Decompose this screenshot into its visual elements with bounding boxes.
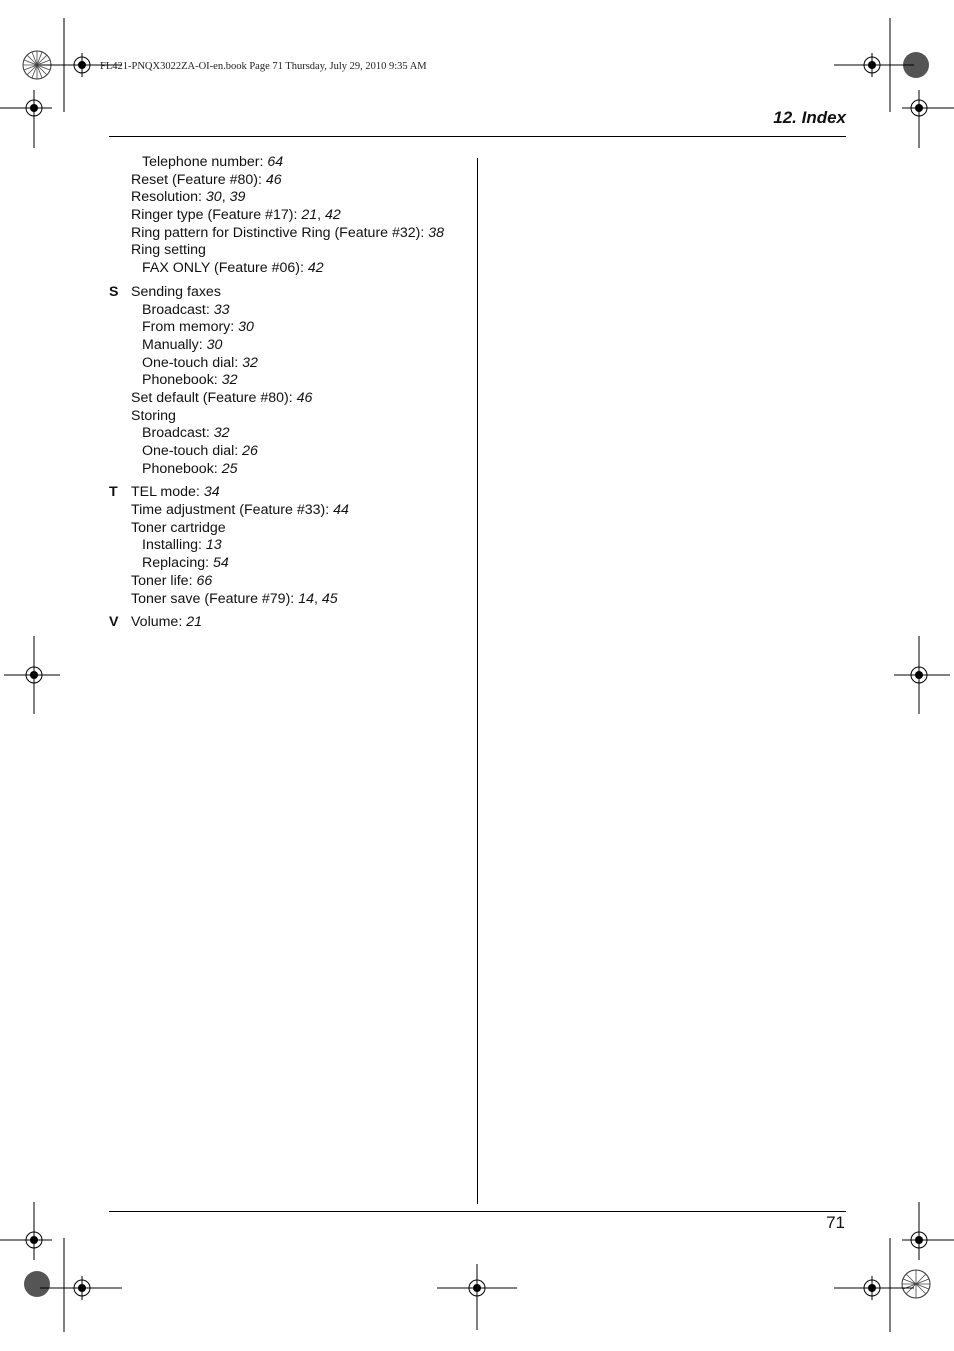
index-entry	[109, 355, 469, 373]
index-entry-label: Phonebook:	[142, 460, 222, 477]
index-entry-text	[131, 484, 220, 502]
page-ref: 42	[325, 207, 341, 224]
index-entry-label: Manually:	[142, 336, 207, 353]
page-number: 71	[826, 1213, 845, 1232]
index-entry	[109, 555, 469, 573]
index-entry-label: Toner life:	[131, 572, 197, 589]
page-ref: 30	[205, 189, 222, 206]
index-page-refs	[242, 443, 258, 459]
column-divider	[477, 158, 478, 1204]
index-letter	[109, 443, 131, 461]
index-entry	[109, 520, 469, 538]
page-ref: 64	[267, 154, 284, 170]
page-ref: 30	[206, 336, 223, 353]
index-entry-text	[131, 172, 282, 190]
index-entry-text	[131, 591, 338, 609]
index-entry-label: Ring pattern for Distinctive Ring (Feature #32):	[131, 224, 429, 241]
index-entry	[109, 260, 469, 278]
index-entry-text	[131, 154, 283, 172]
page-ref: 13	[205, 537, 222, 554]
index-entry-text	[131, 555, 229, 573]
index-entry-label: From memory:	[142, 319, 239, 336]
index-entry	[109, 614, 469, 632]
page-ref: 46	[296, 389, 313, 406]
index-letter	[109, 260, 131, 278]
index-letter	[109, 520, 131, 538]
index-group	[109, 484, 469, 608]
index-entry-label: Toner cartridge	[131, 519, 226, 536]
page-ref: 45	[321, 590, 338, 607]
index-page-refs	[428, 225, 444, 241]
index-entry-label: Reset (Feature #80):	[131, 171, 266, 188]
index-entry	[109, 461, 469, 479]
index-letter	[109, 319, 131, 337]
index-page-refs	[213, 555, 229, 571]
index-entry	[109, 284, 469, 302]
index-entry-text	[131, 242, 206, 260]
index-letter	[109, 591, 131, 609]
index-entry-label: Toner save (Feature #79):	[131, 590, 299, 607]
page-ref: 32	[221, 372, 238, 389]
index-page-refs	[297, 390, 313, 406]
index-entry	[109, 443, 469, 461]
page-ref: 44	[333, 502, 349, 519]
index-entry	[109, 207, 469, 225]
index-entry	[109, 502, 469, 520]
index-page-refs	[196, 573, 212, 589]
index-letter	[109, 207, 131, 225]
page-ref: 66	[196, 572, 213, 589]
index-page-refs	[267, 154, 283, 170]
section-title: 12. Index	[773, 108, 846, 127]
index-page-refs	[266, 172, 282, 188]
index-page-refs	[207, 337, 223, 353]
page-ref: 42	[307, 260, 324, 277]
index-entry-text	[131, 189, 245, 207]
index-entry	[109, 172, 469, 190]
index-entry-label: Broadcast:	[142, 301, 214, 318]
index-entry	[109, 484, 469, 502]
crop-mark-mid-left	[0, 630, 60, 720]
page-ref: 14	[298, 590, 314, 607]
index-entry	[109, 537, 469, 555]
index-letter	[109, 302, 131, 320]
index-entry-label: Storing	[131, 407, 176, 424]
index-page-refs	[222, 461, 238, 477]
index-entry-text	[131, 207, 341, 225]
index-entry-label: One-touch dial:	[142, 354, 243, 371]
index-entry-text	[131, 302, 230, 320]
page-ref: 25	[221, 460, 238, 477]
page-ref: 46	[265, 171, 282, 188]
page-ref: 26	[242, 443, 258, 459]
index-entry	[109, 408, 469, 426]
index-letter	[109, 189, 131, 207]
index-page-refs	[242, 355, 258, 371]
index-page-refs	[206, 537, 222, 553]
index-page-refs	[204, 484, 220, 500]
index-page-refs: 30, 39	[205, 189, 246, 206]
index-entry	[109, 372, 469, 390]
index-group	[109, 154, 469, 278]
index-letter	[109, 154, 131, 172]
footer-rule	[109, 1211, 846, 1212]
index-entry-text	[131, 408, 176, 426]
index-page-refs	[186, 614, 202, 630]
index-entry-label: Sending faxes	[131, 283, 221, 300]
print-info-line: FL421-PNQX3022ZA-OI-en.book Page 71 Thursday, July 29, 2010 9:35 AM	[100, 61, 427, 72]
crop-mark-top-left	[0, 0, 130, 150]
index-letter	[109, 502, 131, 520]
index-group	[109, 614, 469, 632]
index-entry	[109, 319, 469, 337]
index-entry-text	[131, 425, 230, 443]
index-entry-label: Replacing:	[142, 555, 213, 572]
index-letter	[109, 225, 131, 243]
page-ref: 39	[229, 189, 246, 206]
crop-mark-bottom-left	[0, 1200, 130, 1351]
index-entry-label: TEL mode:	[131, 484, 204, 501]
index-page-refs	[214, 302, 230, 318]
index-entry-label: Ringer type (Feature #17):	[131, 207, 302, 224]
index-letter	[109, 555, 131, 573]
page-ref: 21	[301, 207, 318, 224]
index-page-refs	[214, 425, 230, 441]
index-entry-label: FAX ONLY (Feature #06):	[142, 260, 308, 277]
index-entry	[109, 573, 469, 591]
index-entry-text	[131, 337, 222, 355]
index-group	[109, 284, 469, 479]
index-entry-label: Broadcast:	[142, 425, 214, 442]
index-entry-text	[131, 502, 349, 520]
index-entry-text	[131, 355, 258, 373]
index-entry-label: Phonebook:	[142, 372, 222, 389]
index-entry-text	[131, 372, 237, 390]
index-entry	[109, 337, 469, 355]
index-page-refs	[222, 372, 238, 388]
index-entry-label: Installing:	[142, 537, 206, 554]
page-ref: 34	[203, 484, 220, 501]
index-entry	[109, 390, 469, 408]
index-letter	[109, 355, 131, 373]
index-entry-text	[131, 520, 226, 538]
index-letter	[109, 461, 131, 479]
index-entry	[109, 189, 469, 207]
page-ref: 32	[242, 354, 258, 371]
index-entry-text	[131, 284, 221, 302]
index-page-refs: 14, 45	[298, 590, 338, 607]
index-entry-text	[131, 461, 237, 479]
index-entry-label: Time adjustment (Feature #33):	[131, 502, 334, 519]
index-page-refs	[308, 260, 324, 276]
index-column	[109, 154, 469, 638]
page-ref: 21	[186, 614, 202, 631]
index-entry-text	[131, 614, 202, 632]
index-entry-text	[131, 573, 212, 591]
index-entry	[109, 225, 469, 243]
index-entry-text	[131, 390, 312, 408]
page-ref: 38	[428, 224, 445, 241]
index-entry-label: Resolution:	[131, 189, 206, 206]
index-entry	[109, 591, 469, 609]
page-ref: 33	[213, 301, 230, 318]
index-entry-text	[131, 443, 258, 461]
index-letter	[109, 337, 131, 355]
index-page-refs	[238, 319, 254, 335]
index-entry-text	[131, 225, 444, 243]
index-entry-label: Ring setting	[131, 242, 206, 259]
index-entry-label: One-touch dial:	[142, 443, 243, 459]
crop-mark-bottom-center	[437, 1260, 517, 1340]
index-letter	[109, 242, 131, 260]
index-letter	[109, 573, 131, 591]
page-ref: 54	[212, 555, 229, 572]
index-letter	[109, 172, 131, 190]
index-letter	[109, 390, 131, 408]
index-entry	[109, 242, 469, 260]
index-entry-text	[131, 537, 222, 555]
index-page-refs	[333, 502, 349, 518]
index-entry	[109, 154, 469, 172]
index-entry	[109, 302, 469, 320]
crop-mark-mid-right	[894, 630, 954, 720]
index-letter	[109, 425, 131, 443]
page-ref: 32	[213, 425, 230, 442]
index-letter: T	[109, 484, 118, 501]
index-entry-label: Set default (Feature #80):	[131, 389, 297, 406]
index-letter	[109, 537, 131, 555]
index-letter	[109, 372, 131, 390]
index-letter: V	[109, 614, 119, 631]
index-page-refs: 21, 42	[301, 207, 341, 224]
index-entry-label: Telephone number:	[142, 154, 268, 170]
header-rule	[109, 136, 846, 137]
index-letter: S	[109, 283, 119, 300]
index-entry-text	[131, 319, 254, 337]
index-letter	[109, 408, 131, 426]
index-entry-text	[131, 260, 324, 278]
page-ref: 30	[238, 319, 254, 336]
index-entry-label: Volume:	[131, 614, 187, 631]
index-entry	[109, 425, 469, 443]
